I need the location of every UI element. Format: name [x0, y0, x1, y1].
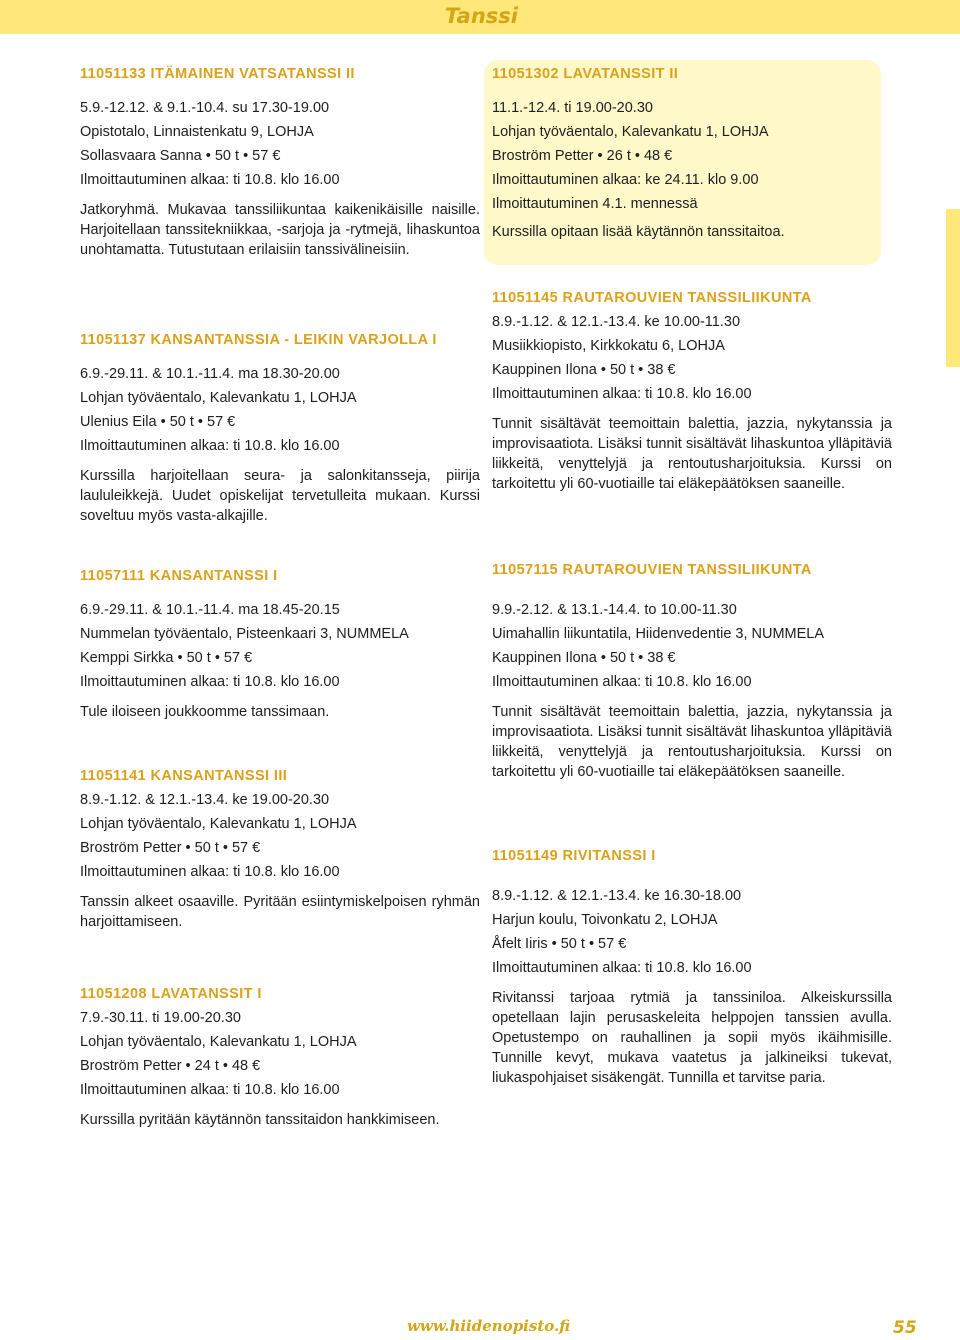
- course-registration-deadline: Ilmoittautuminen 4.1. mennessä: [492, 196, 698, 212]
- course-location: Lohjan työväentalo, Kalevankatu 1, LOHJA: [492, 124, 769, 140]
- course-block: [492, 846, 892, 1088]
- course-teacher-fee: Broström Petter • 24 t • 48 €: [80, 1058, 261, 1074]
- course-description: Tunnit sisältävät teemoittain balettia, jazzia, nykytanssia ja improvisaatiota. Lisäksi tunnit sisältävät lihaskuntoa ylläpitäviä liikkeitä, venyttelyjä ja rentoutusharjoituksia. Kurssi on tarkoitettu yli 60-vuotiaille tai eläkepäätöksen saaneille.: [492, 416, 892, 492]
- course-teacher-fee: Kauppinen Ilona • 50 t • 38 €: [492, 650, 676, 666]
- course-block: [80, 766, 480, 932]
- section-title: Tanssi: [444, 4, 518, 28]
- course-registration: Ilmoittautuminen alkaa: ti 10.8. klo 16.00: [80, 438, 340, 454]
- course-block: [80, 984, 480, 1130]
- course-registration: Ilmoittautuminen alkaa: ti 10.8. klo 16.00: [492, 674, 752, 690]
- course-block-highlighted: [492, 64, 892, 242]
- course-registration: Ilmoittautuminen alkaa: ti 10.8. klo 16.00: [80, 172, 340, 188]
- course-description: Jatkoryhmä. Mukavaa tanssiliikuntaa kaikenikäisille naisille. Harjoitellaan tanssitekniikkaa, -sarjoja ja -rytmejä, lihaskuntoa unohtamatta. Tutustutaan erilaisiin tanssivälineisiin.: [80, 202, 480, 258]
- course-description: Kurssilla pyritään käytännön tanssitaidon hankkimiseen.: [80, 1112, 440, 1128]
- course-title: 11051141 KANSANTANSSI III: [80, 768, 288, 784]
- course-registration: Ilmoittautuminen alkaa: ti 10.8. klo 16.00: [492, 386, 752, 402]
- course-description: Rivitanssi tarjoaa rytmiä ja tanssiniloa. Alkeiskurssilla opetellaan lajin perusaskeleita helppojen tanssien avulla. Opetustempo on rauhallinen ja sopii myös ikäihmisille. Tunnille kevyt, mukava vaatetus ja jalkineiksi tukevat, liukaspohjaiset sisäkengät. Tunnilla et tarvitse paria.: [492, 990, 892, 1086]
- course-dates: 8.9.-1.12. & 12.1.-13.4. ke 19.00-20.30: [80, 792, 330, 808]
- course-dates: 5.9.-12.12. & 9.1.-10.4. su 17.30-19.00: [80, 100, 330, 116]
- course-title: 11051149 RIVITANSSI I: [492, 848, 656, 864]
- course-title: 11057115 RAUTAROUVIEN TANSSILIIKUNTA: [492, 562, 812, 578]
- course-teacher-fee: Sollasvaara Sanna • 50 t • 57 €: [80, 148, 281, 164]
- course-title: 11051302 LAVATANSSIT II: [492, 66, 679, 82]
- course-location: Uimahallin liikuntatila, Hiidenvedentie 3, NUMMELA: [492, 626, 825, 642]
- course-registration: Ilmoittautuminen alkaa: ti 10.8. klo 16.00: [80, 864, 340, 880]
- course-dates: 6.9.-29.11. & 10.1.-11.4. ma 18.45-20.15: [80, 602, 340, 618]
- side-tab-marker: [946, 209, 960, 367]
- page-number: 55: [893, 1318, 917, 1338]
- course-description: Kurssilla opitaan lisää käytännön tanssitaitoa.: [492, 224, 785, 240]
- course-dates: 8.9.-1.12. & 12.1.-13.4. ke 10.00-11.30: [492, 314, 741, 330]
- course-teacher-fee: Kauppinen Ilona • 50 t • 38 €: [492, 362, 676, 378]
- course-description: Tanssin alkeet osaaville. Pyritään esiintymiskelpoisen ryhmän harjoittamiseen.: [80, 894, 480, 930]
- course-registration: Ilmoittautuminen alkaa: ke 24.11. klo 9.00: [492, 172, 759, 188]
- course-dates: 9.9.-2.12. & 13.1.-14.4. to 10.00-11.30: [492, 602, 737, 618]
- course-registration: Ilmoittautuminen alkaa: ti 10.8. klo 16.00: [80, 674, 340, 690]
- course-location: Lohjan työväentalo, Kalevankatu 1, LOHJA: [80, 1034, 357, 1050]
- course-location: Harjun koulu, Toivonkatu 2, LOHJA: [492, 912, 718, 928]
- course-block: [80, 566, 480, 722]
- course-title: 11057111 KANSANTANSSI I: [80, 568, 278, 584]
- course-location: Musiikkiopisto, Kirkkokatu 6, LOHJA: [492, 338, 725, 354]
- course-teacher-fee: Åfelt Iiris • 50 t • 57 €: [492, 936, 627, 952]
- course-title: 11051208 LAVATANSSIT I: [80, 986, 262, 1002]
- course-block: [80, 330, 480, 526]
- course-block: [80, 64, 480, 260]
- course-description: Tunnit sisältävät teemoittain balettia, jazzia, nykytanssia ja improvisaatiota. Lisäksi tunnit sisältävät lihaskuntoa ylläpitäviä liikkeitä, venyttelyjä ja rentoutusharjoituksia. Kurssi on tarkoitettu yli 60-vuotiaille tai eläkepäätöksen saaneille.: [492, 704, 892, 780]
- course-location: Nummelan työväentalo, Pisteenkaari 3, NUMMELA: [80, 626, 409, 642]
- course-registration: Ilmoittautuminen alkaa: ti 10.8. klo 16.00: [492, 960, 752, 976]
- footer-url-link[interactable]: www.hiidenopisto.fi: [407, 1317, 571, 1335]
- course-description: Tule iloiseen joukkoomme tanssimaan.: [80, 704, 330, 720]
- course-teacher-fee: Broström Petter • 26 t • 48 €: [492, 148, 673, 164]
- course-dates: 11.1.-12.4. ti 19.00-20.30: [492, 100, 653, 116]
- course-dates: 7.9.-30.11. ti 19.00-20.30: [80, 1010, 241, 1026]
- course-location: Lohjan työväentalo, Kalevankatu 1, LOHJA: [80, 390, 357, 406]
- course-registration: Ilmoittautuminen alkaa: ti 10.8. klo 16.00: [80, 1082, 340, 1098]
- course-title: 11051145 RAUTAROUVIEN TANSSILIIKUNTA: [492, 290, 812, 306]
- course-location: Lohjan työväentalo, Kalevankatu 1, LOHJA: [80, 816, 357, 832]
- course-block: [492, 560, 892, 782]
- course-teacher-fee: Broström Petter • 50 t • 57 €: [80, 840, 261, 856]
- course-teacher-fee: Kemppi Sirkka • 50 t • 57 €: [80, 650, 253, 666]
- course-teacher-fee: Ulenius Eila • 50 t • 57 €: [80, 414, 236, 430]
- course-location: Opistotalo, Linnaistenkatu 9, LOHJA: [80, 124, 314, 140]
- course-title: 11051133 ITÄMAINEN VATSATANSSI II: [80, 66, 355, 82]
- course-title: 11051137 KANSANTANSSIA - LEIKIN VARJOLLA I: [80, 332, 437, 348]
- course-dates: 8.9.-1.12. & 12.1.-13.4. ke 16.30-18.00: [492, 888, 742, 904]
- course-dates: 6.9.-29.11. & 10.1.-11.4. ma 18.30-20.00: [80, 366, 340, 382]
- course-description: Kurssilla harjoitellaan seura- ja salonkitansseja, piirija laululeikkejä. Uudet opiskelijat tervetulleita mukaan. Kurssi soveltuu myös vasta-alkajille.: [80, 468, 480, 524]
- course-block: [492, 288, 892, 494]
